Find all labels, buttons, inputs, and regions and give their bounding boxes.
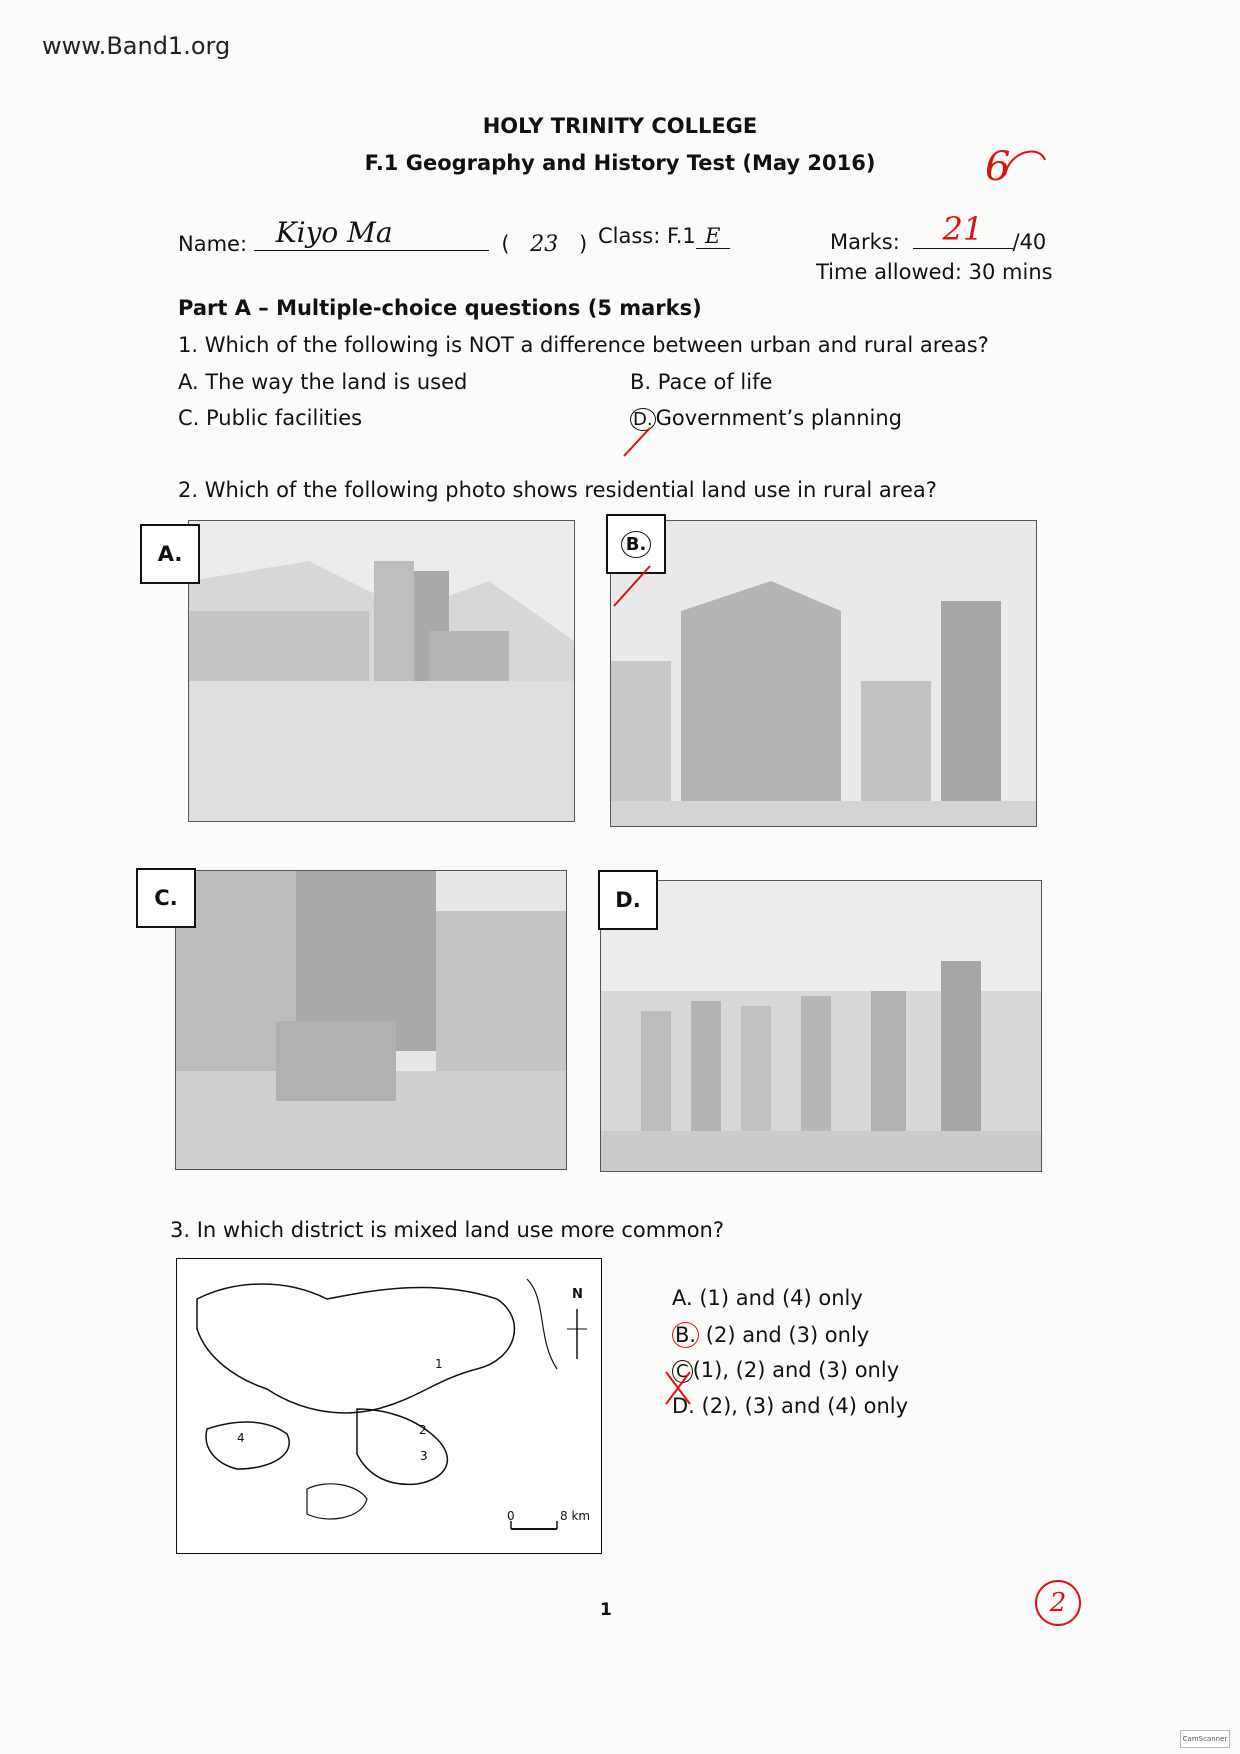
q1-option-d bbox=[630, 406, 902, 431]
map-marker-3: 3 bbox=[420, 1449, 428, 1463]
map-marker-1: 1 bbox=[435, 1357, 443, 1371]
q2-red-tick-icon bbox=[610, 560, 660, 610]
q3-option-a: A. (1) and (4) only bbox=[672, 1286, 863, 1310]
q3-text: 3. In which district is mixed land use more common? bbox=[170, 1218, 724, 1242]
camscanner-badge: CamScanner bbox=[1180, 1730, 1230, 1748]
map-outline bbox=[177, 1259, 601, 1553]
name-label: Name: bbox=[178, 232, 248, 256]
q3-option-c-text: (1), (2) and (3) only bbox=[692, 1358, 900, 1382]
q2-text: 2. Which of the following photo shows residential land use in rural area? bbox=[178, 478, 937, 502]
north-arrow-label: N bbox=[572, 1287, 583, 1302]
page-number: 1 bbox=[600, 1600, 612, 1620]
student-number: 23 bbox=[530, 232, 559, 257]
marks-handwriting: 21 bbox=[942, 210, 984, 248]
photo-a-label: A. bbox=[140, 524, 200, 584]
hong-kong-district-map bbox=[176, 1258, 602, 1554]
class-row bbox=[598, 224, 730, 249]
red-swirl-icon bbox=[1000, 145, 1050, 185]
school-title: HOLY TRINITY COLLEGE bbox=[482, 114, 758, 138]
photo-a bbox=[188, 520, 575, 822]
map-marker-2: 2 bbox=[419, 1423, 427, 1437]
q1-option-d-letter: D. bbox=[630, 408, 656, 431]
name-row: Name: Kiyo Ma ( 23 ) bbox=[178, 216, 588, 257]
photo-d bbox=[600, 880, 1042, 1172]
photo-b-letter: B. bbox=[621, 531, 652, 558]
scale-zero: 0 bbox=[507, 1509, 515, 1523]
scale-label: 8 km bbox=[560, 1509, 591, 1523]
name-handwriting: Kiyo Ma bbox=[275, 216, 393, 249]
time-allowed: Time allowed: 30 mins bbox=[816, 260, 1053, 284]
q3-option-b-text: (2) and (3) only bbox=[705, 1323, 870, 1347]
map-marker-4: 4 bbox=[237, 1431, 245, 1445]
q3-option-b-letter: B. bbox=[672, 1322, 699, 1348]
marks-field bbox=[913, 210, 1013, 249]
q1-text: 1. Which of the following is NOT a difference between urban and rural areas? bbox=[178, 333, 989, 357]
watermark: www.Band1.org bbox=[42, 32, 231, 60]
q3-option-b bbox=[672, 1322, 869, 1348]
class-label: Class: F.1 bbox=[598, 224, 696, 248]
q3-option-d: D. (2), (3) and (4) only bbox=[672, 1394, 909, 1418]
page-score: 2 bbox=[1049, 1588, 1067, 1618]
marks-label: Marks: bbox=[830, 230, 900, 254]
photo-c-label: C. bbox=[136, 868, 196, 928]
q3-option-c bbox=[672, 1358, 899, 1383]
q3-option-c-letter: C bbox=[672, 1360, 693, 1383]
marks-total: /40 bbox=[1012, 230, 1047, 254]
class-value: E bbox=[696, 224, 730, 249]
top-score-mark: 6 bbox=[985, 144, 1011, 190]
marks-row bbox=[830, 210, 1047, 254]
q1-option-d-text: Government’s planning bbox=[655, 406, 902, 430]
q1-option-a: A. The way the land is used bbox=[178, 370, 468, 394]
test-title: F.1 Geography and History Test (May 2016) bbox=[364, 151, 876, 175]
photo-c bbox=[175, 870, 567, 1170]
q1-option-c: C. Public facilities bbox=[178, 406, 363, 430]
page-score-circle bbox=[1035, 1580, 1081, 1626]
q1-red-tick-icon bbox=[620, 420, 660, 460]
part-a-heading: Part A – Multiple-choice questions (5 marks) bbox=[178, 296, 702, 320]
q1-option-b: B. Pace of life bbox=[630, 370, 773, 394]
photo-b bbox=[610, 520, 1037, 827]
name-field bbox=[254, 216, 489, 251]
photo-d-label: D. bbox=[598, 870, 658, 930]
